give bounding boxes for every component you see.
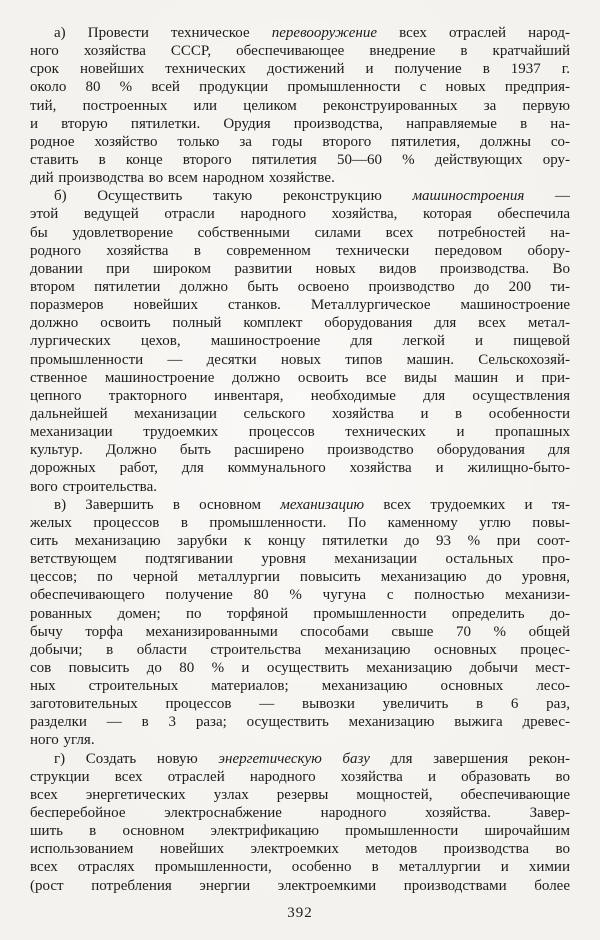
text-line: бесперебойное электроснабжение народного хозяйства. Завер- [30, 805, 570, 822]
text-line: обеспечивающего получение 80 % чугуна с полностью механизи- [30, 587, 570, 604]
text-line: шить в основном электрификацию промышленности широчайшим [30, 823, 570, 840]
text-line: срок новейших технических достижений и получение в 1937 г. [30, 61, 570, 78]
paragraph-b [30, 187, 570, 495]
text-line: механизации трудоемких процессов технических и пропашных [30, 424, 570, 441]
text-line: струкции всех отраслей народного хозяйства и образовать во [30, 768, 570, 785]
text-line: ветствующем подтягивании уровня механизации остальных про- [30, 551, 570, 568]
text-line: дорожных работ, для коммунального хозяйства и жилищно-быто- [30, 460, 570, 477]
text-line: использованием новейших электроемких методов производства во [30, 841, 570, 858]
text-line: сить механизацию зарубки к концу пятилетки до 93 % при соот- [30, 532, 570, 549]
text-line: бычу торфа механизированными способами свыше 70 % общей [30, 623, 570, 640]
text-line: поразмеров новейших станков. Металлургическое машиностроение [30, 297, 570, 314]
text-line: добычи; в области строительства механизацию основных процес- [30, 641, 570, 658]
text-line: втором пятилетии должно быть освоено производство до 200 ти- [30, 278, 570, 295]
text-line: родное хозяйство только за годы второго пятилетия, должны со- [30, 133, 570, 150]
text-line: ставить в конце второго пятилетия 50—60 % действующих ору- [30, 151, 570, 168]
text-line: родного хозяйства в современном технически передовом обору- [30, 242, 570, 259]
text-line: культур. Должно быть расширено производство оборудования для [30, 442, 570, 459]
text-line: заготовительных процессов — вывозки увеличить в 6 раз, [30, 696, 570, 713]
text-line: тий, построенных или целиком реконструированных за первую [30, 97, 570, 114]
text-line: желых процессов в промышленности. По каменному углю повы- [30, 514, 570, 531]
text-line: (рост потребления энергии электроемкими производствами более [30, 877, 570, 894]
text-line: бы удовлетворение собственными силами всех потребностей на- [30, 224, 570, 241]
body-text [30, 24, 570, 895]
text-line: должно освоить полный комплект оборудования для всех метал- [30, 315, 570, 332]
text-line: цессов; по черной металлургии повысить механизацию до уровня, [30, 569, 570, 586]
text-line: ственное машиностроение должно освоить все виды машин и при- [30, 369, 570, 386]
text-line: цепного тракторного инвентаря, необходимые для осуществления [30, 387, 570, 404]
text-line: лургических цехов, машиностроение для легкой и пищевой [30, 333, 570, 350]
paragraph-a [30, 24, 570, 187]
paragraph-v [30, 496, 570, 750]
text-line: б) Осуществить такую реконструкцию машиностроения — [54, 188, 570, 205]
text-line: г) Создать новую энергетическую базу для завершения рекон- [54, 750, 570, 767]
text-line: разделки — в 3 раза; осуществить механизацию выжига древес- [30, 714, 570, 731]
page-number: 392 [287, 904, 313, 921]
text-line: ного угля. [30, 732, 95, 749]
text-line: этой ведущей отрасли народного хозяйства, которая обеспечила [30, 206, 570, 223]
text-line: ного хозяйства СССР, обеспечивающее внедрение в кратчайший [30, 43, 570, 60]
text-line: около 80 % всей продукции промышленности с новых предприя- [30, 79, 570, 96]
text-line: и вторую пятилетки. Орудия производства, направляемые в на- [30, 115, 570, 132]
text-line: в) Завершить в основном механизацию всех трудоемких и тя- [54, 496, 570, 513]
text-line: всех энергетических узлах резервы мощностей, обеспечивающие [30, 786, 570, 803]
text-line: рованных домен; по торфяной промышленности определить до- [30, 605, 570, 622]
paragraph-g [30, 750, 570, 895]
text-line: вого строительства. [30, 478, 157, 495]
text-line: сов повысить до 80 % и осуществить механизацию добычи мест- [30, 659, 570, 676]
text-line: дальнейшей механизации сельского хозяйства и в особенности [30, 405, 570, 422]
text-line: всех отраслях промышленности, особенно в металлургии и химии [30, 859, 570, 876]
text-line: промышленности — десятки новых типов машин. Сельскохозяй- [30, 351, 570, 368]
text-line: а) Провести техническое перевооружение всех отраслей народ- [54, 25, 570, 41]
text-line: ных строительных материалов; механизацию основных лесо- [30, 678, 570, 695]
text-line: довании при широком развитии новых видов производства. Во [30, 260, 570, 277]
text-line: дий производства во всем народном хозяйстве. [30, 170, 335, 187]
